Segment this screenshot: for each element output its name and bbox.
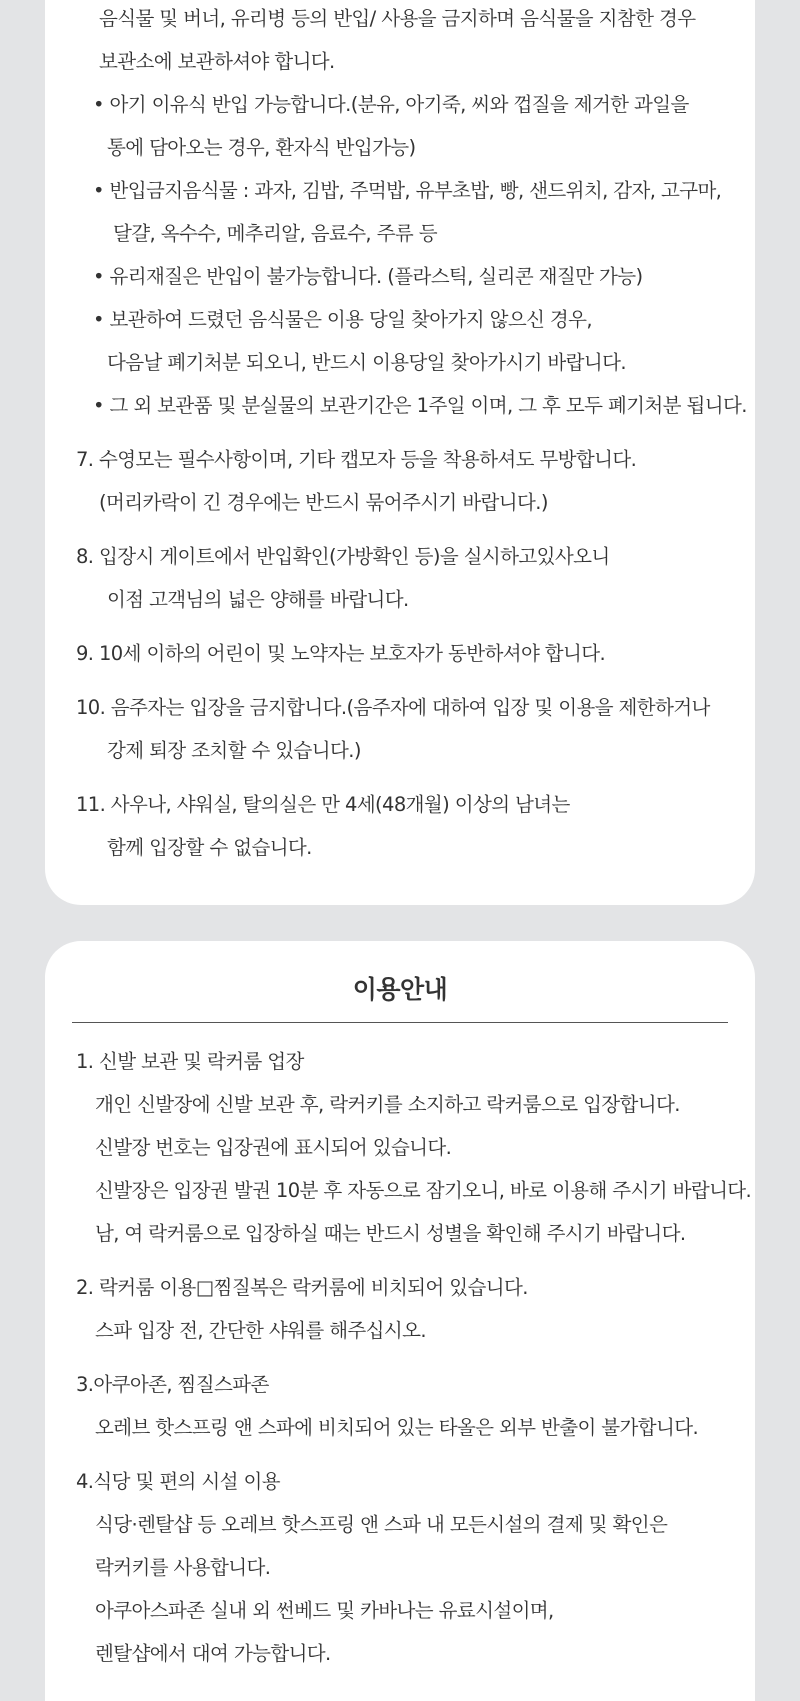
guide-line: 식당·렌탈샵 등 오레브 핫스프링 앤 스파 내 모든시설의 결제 및 확인은 [95, 1513, 668, 1536]
guide-line: 아쿠아스파존 실내 외 썬베드 및 카바나는 유료시설이며, [95, 1599, 554, 1622]
notice-line: 강제 퇴장 조치할 수 있습니다.) [107, 739, 361, 762]
notice-bullet: • 아기 이유식 반입 가능합니다.(분유, 아기죽, 씨와 껍질을 제거한 과일을 [93, 93, 689, 116]
section-title: 이용안내 [352, 975, 448, 1004]
guide-line: 락커키를 사용합니다. [95, 1556, 271, 1579]
notice-line: 다음날 폐기처분 되오니, 반드시 이용당일 찾아가시기 바랍니다. [107, 351, 626, 374]
notice-line: 함께 입장할 수 없습니다. [107, 836, 312, 859]
notice-line: 보관소에 보관하셔야 합니다. [99, 50, 335, 73]
notice-bullet: • 반입금지음식물 : 과자, 김밥, 주먹밥, 유부초밥, 빵, 샌드위치, 감자, 고구마, [93, 179, 722, 202]
guide-line: 스파 입장 전, 간단한 샤워를 해주십시오. [95, 1319, 426, 1342]
notice-line: 달걀, 옥수수, 메추리알, 음료수, 주류 등 [113, 222, 437, 245]
guide-item-1: 1. 신발 보관 및 락커룸 업장 [76, 1050, 304, 1073]
notice-bullet: • 보관하여 드렸던 음식물은 이용 당일 찾아가지 않으신 경우, [93, 308, 592, 331]
notice-line: 이점 고객님의 넓은 양해를 바랍니다. [107, 588, 409, 611]
guide-line: 신발장은 입장권 발권 10분 후 자동으로 잠기오니, 바로 이용해 주시기 바랍니다. [95, 1179, 752, 1202]
notice-item-9: 9. 10세 이하의 어린이 및 노약자는 보호자가 동반하셔야 합니다. [76, 642, 606, 665]
notice-line: (머리카락이 긴 경우에는 반드시 묶어주시기 바랍니다.) [99, 491, 548, 514]
title-divider [72, 1022, 728, 1023]
usage-guide-card [45, 941, 755, 1701]
notice-item-11: 11. 사우나, 샤워실, 탈의실은 만 4세(48개월) 이상의 남녀는 [76, 793, 570, 816]
guide-line: 신발장 번호는 입장권에 표시되어 있습니다. [95, 1136, 452, 1159]
notice-line: 통에 담아오는 경우, 환자식 반입가능) [107, 136, 416, 159]
notice-card [45, 0, 755, 905]
guide-item-3: 3.아쿠아존, 찜질스파존 [76, 1373, 269, 1396]
notice-line: 음식물 및 버너, 유리병 등의 반입/ 사용을 금지하며 음식물을 지참한 경우 [99, 7, 696, 30]
notice-bullet: • 유리재질은 반입이 불가능합니다. (플라스틱, 실리콘 재질만 가능) [93, 265, 643, 288]
notice-item-7: 7. 수영모는 필수사항이며, 기타 캡모자 등을 착용하셔도 무방합니다. [76, 448, 637, 471]
notice-item-8: 8. 입장시 게이트에서 반입확인(가방확인 등)을 실시하고있사오니 [76, 545, 610, 568]
guide-line: 남, 여 락커룸으로 입장하실 때는 반드시 성별을 확인해 주시기 바랍니다. [95, 1222, 686, 1245]
guide-line: 오레브 핫스프링 앤 스파에 비치되어 있는 타올은 외부 반출이 불가합니다. [95, 1416, 699, 1439]
notice-bullet: • 그 외 보관품 및 분실물의 보관기간은 1주일 이며, 그 후 모두 폐기처분 됩니다. [93, 394, 747, 417]
guide-item-2: 2. 락커룸 이용□찜질복은 락커룸에 비치되어 있습니다. [76, 1276, 528, 1299]
guide-item-4: 4.식당 및 편의 시설 이용 [76, 1470, 280, 1493]
guide-line: 개인 신발장에 신발 보관 후, 락커키를 소지하고 락커룸으로 입장합니다. [95, 1093, 680, 1116]
guide-line: 렌탈샵에서 대여 가능합니다. [95, 1642, 331, 1665]
notice-item-10: 10. 음주자는 입장을 금지합니다.(음주자에 대하여 입장 및 이용을 제한하거나 [76, 696, 710, 719]
